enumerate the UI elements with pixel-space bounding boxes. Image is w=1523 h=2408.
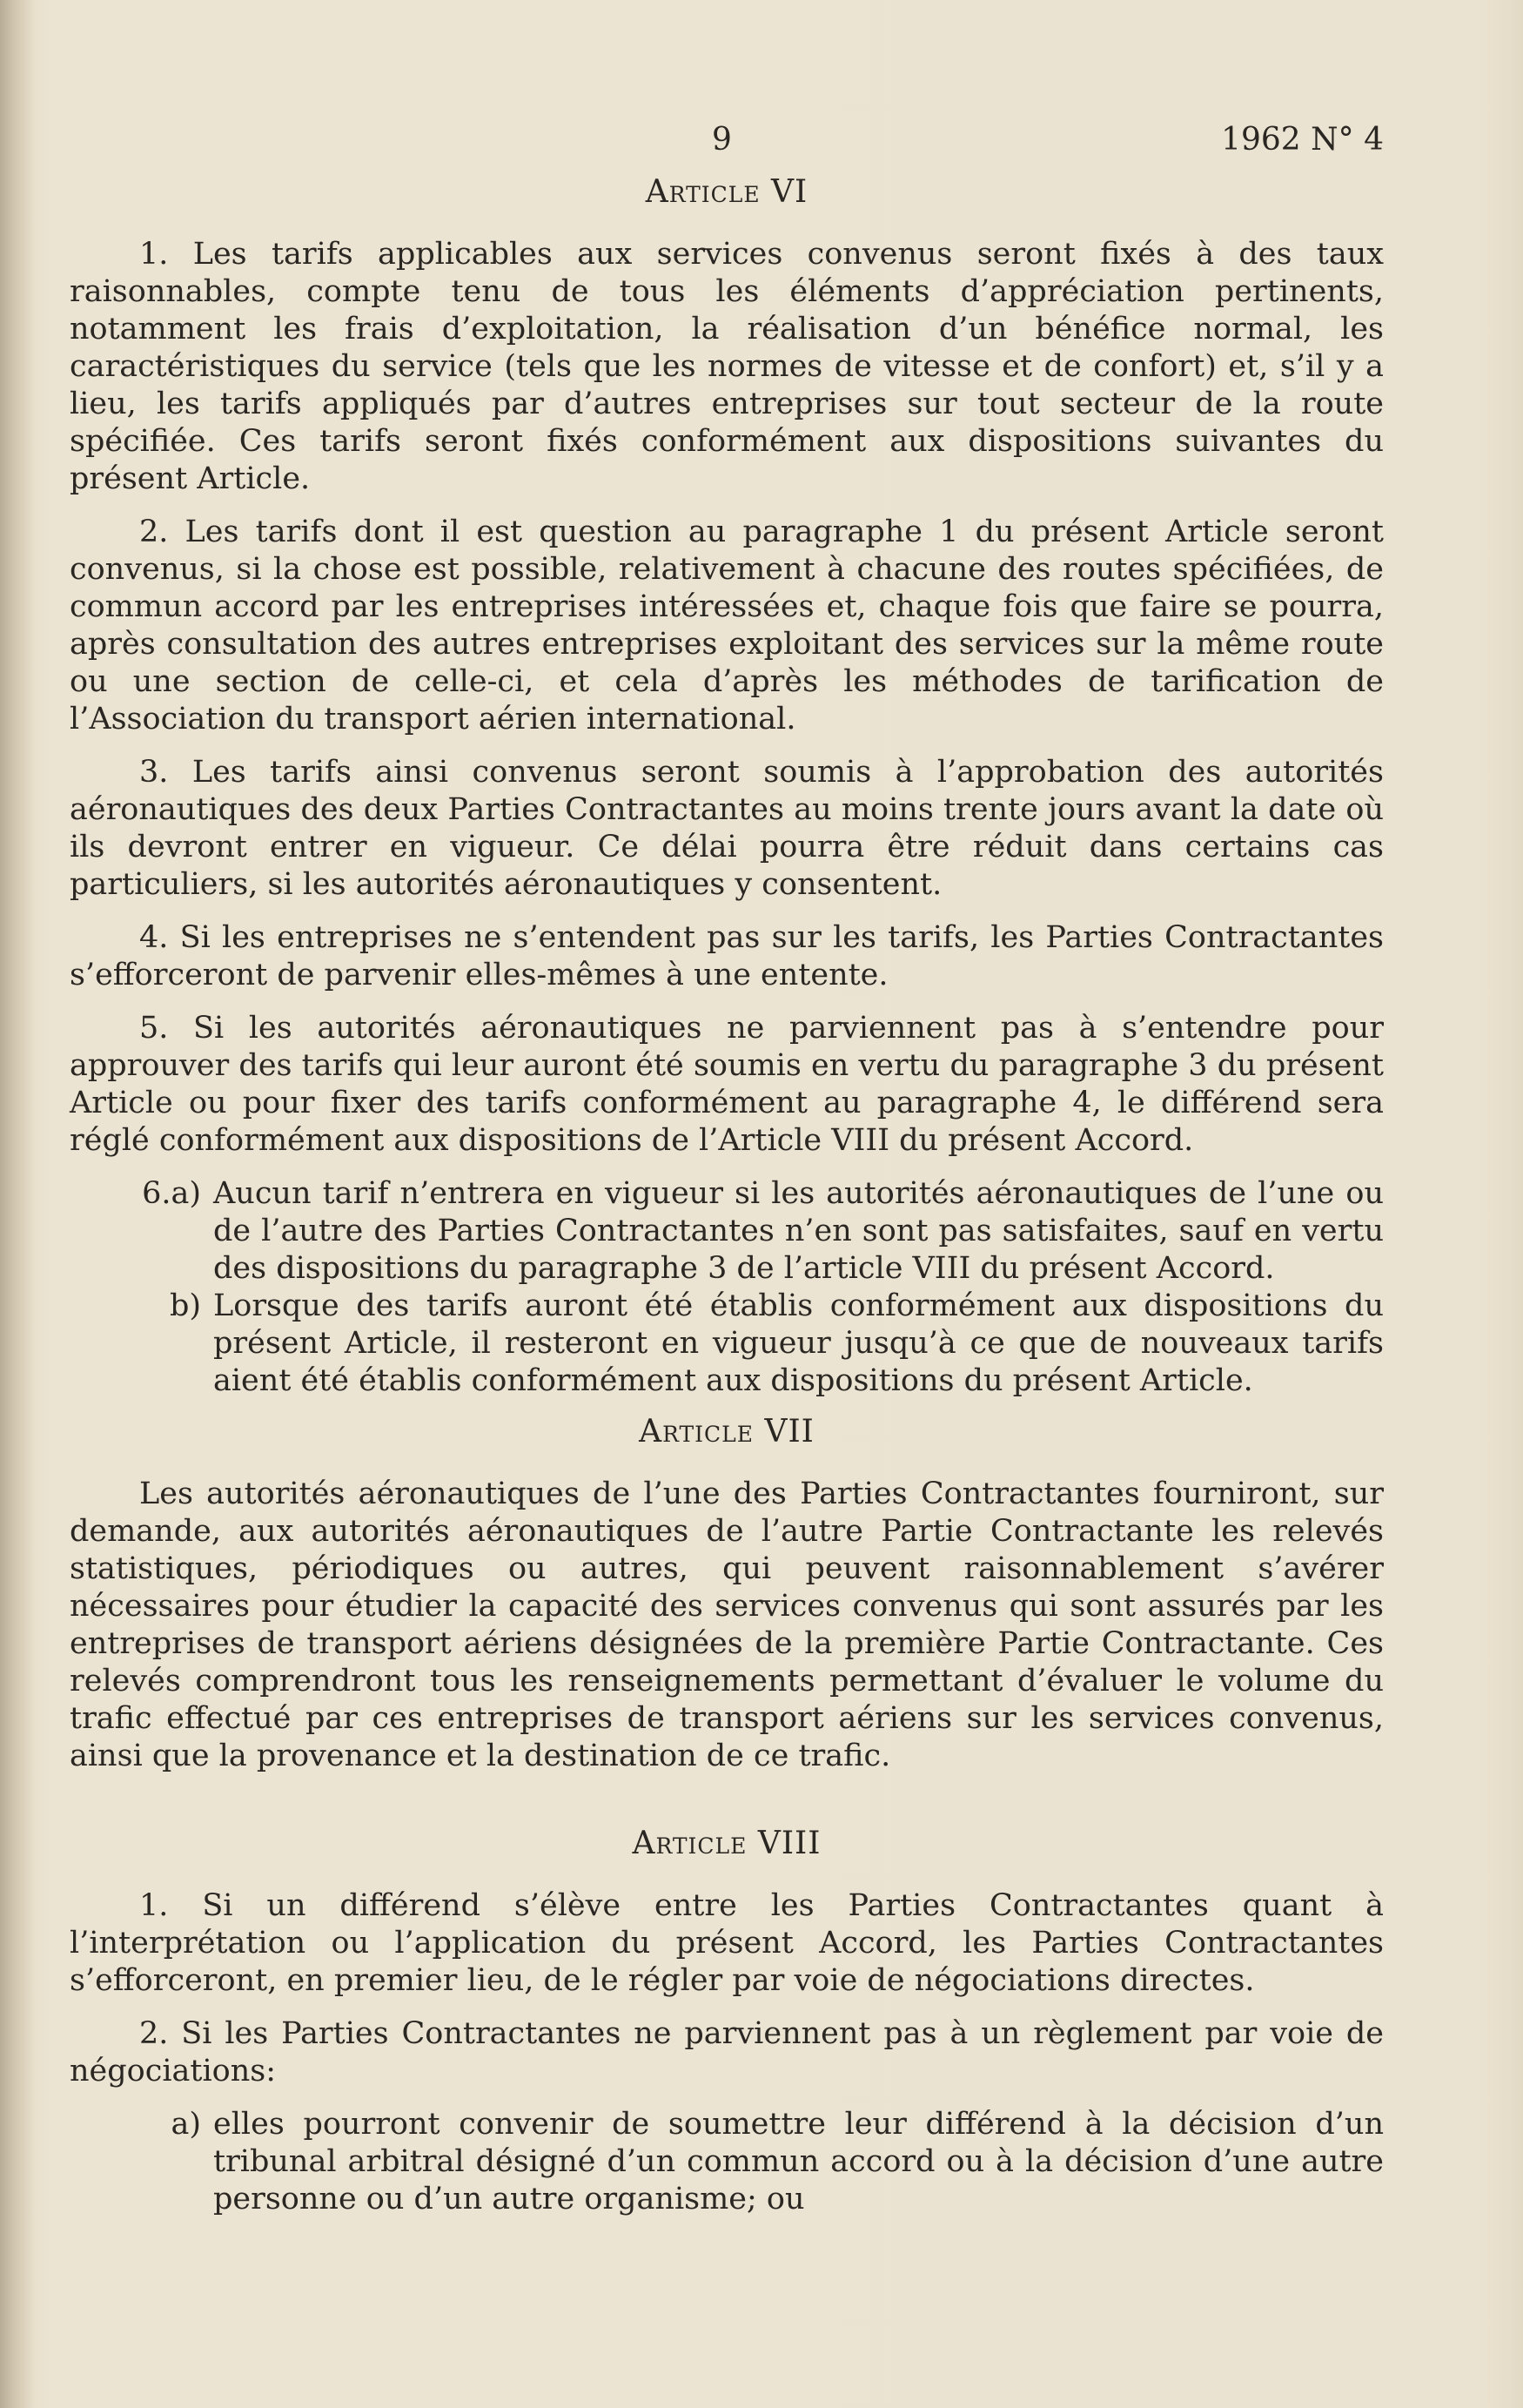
article-heading: Article VI bbox=[645, 174, 808, 210]
paragraph: Les autorités aéronautiques de l’une des Parties Contractantes fourniront, sur demande, aux autorités aéronautiques de l’autre Partie Contractante les relevés statistiques, périodiques ou autres, qui peuvent raisonnablement s’avérer nécessaires pour étudier la capacité des services convenus qui sont assurés par les entreprises de transport aériens désignées de la première Partie Contractante. Ces relevés comprendront tous les renseignements permettant d’évaluer le volume du trafic effectué par ces entreprises de transport aériens sur les services convenus, ainsi que la provenance et la destination de ce trafic. bbox=[70, 1476, 1384, 1773]
sub-label: b) bbox=[169, 1288, 201, 1323]
running-head bbox=[70, 122, 1384, 174]
sub-label: 6.a) bbox=[142, 1176, 201, 1211]
binding-shadow bbox=[0, 0, 35, 2408]
paragraph: 1. Les tarifs applicables aux services convenus seront fixés à des taux raisonnables, compte tenu de tous les éléments d’appréciation pertinents, notamment les frais d’exploitation, la réalisation d’un bénéfice normal, les caractéristiques du service (tels que les normes de vitesse et de confort) et, s’il y a lieu, les tarifs appliqués par d’autres entreprises sur tout secteur de la route spécifiée. Ces tarifs seront fixés conformément aux dispositions suivantes du présent Article. bbox=[70, 237, 1384, 496]
article-heading: Article VII bbox=[639, 1414, 815, 1450]
paragraph: 1. Si un différend s’élève entre les Parties Contractantes quant à l’interprétation ou l’application du présent Accord, les Parties Contractantes s’efforceront, en premier lieu, de le régler par voie de négociations directes. bbox=[70, 1888, 1384, 1998]
sub-paragraph bbox=[70, 2106, 1384, 2218]
paragraph: 5. Si les autorités aéronautiques ne parviennent pas à s’entendre pour approuver des tarifs qui leur auront été soumis en vertu du paragraphe 3 du présent Article ou pour fixer des tarifs conformément au paragraphe 4, le différend sera réglé conformément aux dispositions de l’Article VIII du présent Accord. bbox=[70, 1011, 1384, 1158]
paragraph: 4. Si les entreprises ne s’entendent pas sur les tarifs, les Parties Contractantes s’efforceront de parvenir elles-mêmes à une entente. bbox=[70, 920, 1384, 992]
sub-paragraph bbox=[70, 1175, 1384, 1288]
paragraph: 3. Les tarifs ainsi convenus seront soumis à l’approbation des autorités aéronautiques des deux Parties Contractantes au moins trente jours avant la date où ils devront entrer en vigueur. Ce délai pourra être réduit dans certains cas particuliers, si les autorités aéronautiques y consentent. bbox=[70, 755, 1384, 902]
text-block bbox=[70, 122, 1384, 2218]
sub-label: a) bbox=[171, 2107, 201, 2142]
document-reference: 1962 N° 4 bbox=[1221, 122, 1384, 158]
article-heading: Article VIII bbox=[632, 1826, 822, 1861]
sub-paragraph bbox=[70, 1288, 1384, 1400]
sub-text: elles pourront convenir de soumettre leur différend à la décision d’un tribunal arbitral désigné d’un commun accord ou à la décision d’une autre personne ou d’un autre organisme; ou bbox=[213, 2107, 1384, 2216]
page-number: 9 bbox=[712, 122, 732, 158]
paragraph: 2. Si les Parties Contractantes ne parviennent pas à un règlement par voie de négociations: bbox=[70, 2016, 1384, 2089]
sub-text: Aucun tarif n’entrera en vigueur si les autorités aéronautiques de l’une ou de l’autre des Parties Contractantes n’en sont pas satisfaites, sauf en vertu des dispositions du paragraphe 3 de l’article VIII du présent Accord. bbox=[213, 1176, 1384, 1286]
paragraph: 2. Les tarifs dont il est question au paragraphe 1 du présent Article seront convenus, si la chose est possible, relativement à chacune des routes spécifiées, de commun accord par les entreprises intéressées et, chaque fois que faire se pourra, après consultation des autres entreprises exploitant des services sur la même route ou une section de celle-ci, et cela d’après les méthodes de tarification de l’Association du transport aérien international. bbox=[70, 515, 1384, 737]
sub-text: Lorsque des tarifs auront été établis conformément aux dispositions du présent Article, il resteront en vigueur jusqu’à ce que de nouveaux tarifs aient été établis conformément aux dispositions du présent Article. bbox=[213, 1288, 1384, 1398]
